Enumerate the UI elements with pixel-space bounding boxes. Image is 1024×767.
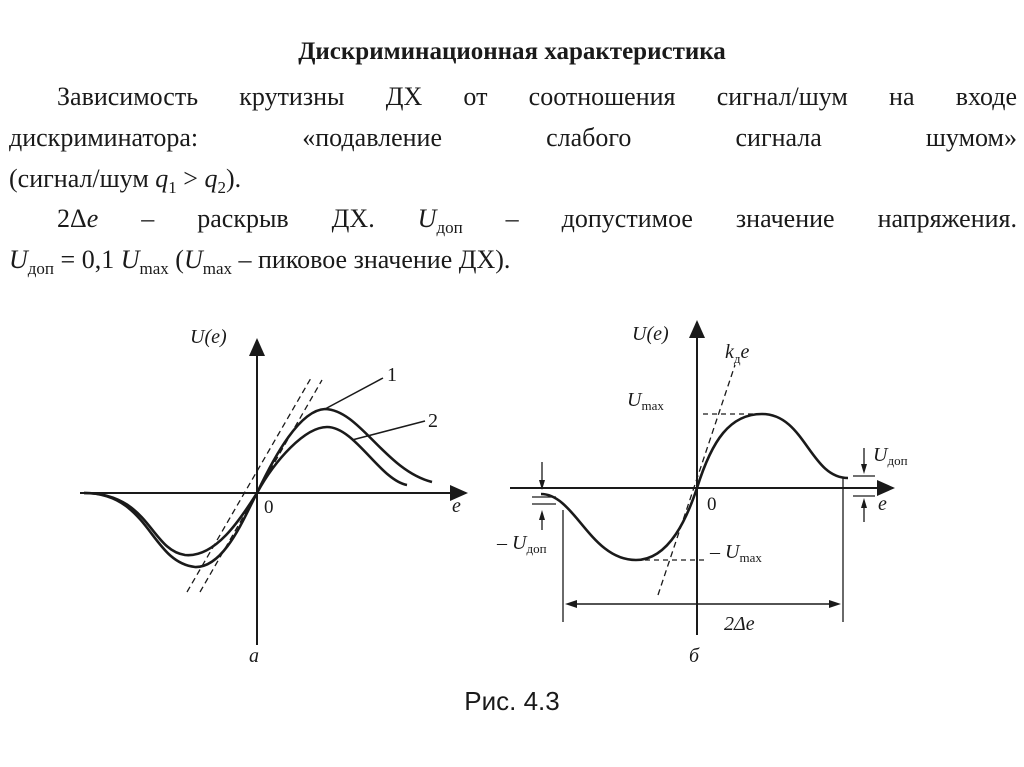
figure-b-width-arrow-right-head (829, 600, 841, 608)
figure-b-slope-label: $k_дe$ (725, 341, 750, 366)
slide-title: Дискриминационная характеристика (298, 38, 726, 65)
figure-b-left-indicator-bottom-head (539, 510, 545, 520)
figure-b-neg-udop-label: – $U_{доп}$ (497, 532, 547, 556)
figure-a-curve-2-label: 2 (428, 410, 438, 432)
figure-a-y-label: U(e) (190, 326, 227, 348)
paragraph2-line2: $U_{доп} = 0,1$ $U_{max}$ ($U_{max}$ – пиковое значение ДХ). (9, 245, 511, 278)
paragraph1-line3: (сигнал/шум $q_1 > q_2$). (9, 164, 242, 197)
paragraph1-line1: Зависимость крутизны ДХ от соотношения сигнал/шум на входе (57, 82, 1017, 111)
figure-b-width-arrow-left-head (565, 600, 577, 608)
figure-b-umax-label: $U_{max}$ (627, 389, 664, 413)
figure-b-udop-label: $U_{доп}$ (873, 444, 908, 468)
figure-a-origin: 0 (264, 497, 274, 518)
figure-b-right-indicator-bottom-head (861, 498, 867, 508)
figure-b-width-label: 2Δe (724, 613, 755, 635)
figure-b-panel-label: б (689, 645, 700, 667)
figure-a-tangent-2 (200, 380, 322, 592)
figure-a-panel-label: а (249, 645, 259, 667)
figure-b-x-label: e (878, 493, 887, 515)
figure-a-x-label: e (452, 495, 461, 517)
figure-a (80, 340, 466, 645)
paragraph1-line2: дискриминатора: «подавление слабого сигнала шумом» (9, 123, 1017, 152)
figure-a-tangent-1 (187, 378, 311, 592)
figure-a-curve-2 (84, 427, 407, 567)
figure-b-right-indicator-top-head (861, 464, 867, 474)
figure-caption: Рис. 4.3 (464, 686, 560, 716)
paragraph2-line1: 2Δe – раскрыв ДХ. $U_{доп}$ – допустимое значение напряжения. (57, 204, 1017, 237)
figure-b (510, 322, 893, 635)
figure-a-leader-1 (325, 378, 383, 409)
figure-a-curve-1-label: 1 (387, 364, 397, 386)
figure-b-y-label: U(e) (632, 323, 669, 345)
figure-b-neg-umax-label: – $U_{max}$ (710, 541, 762, 565)
figure-b-origin: 0 (707, 494, 717, 515)
